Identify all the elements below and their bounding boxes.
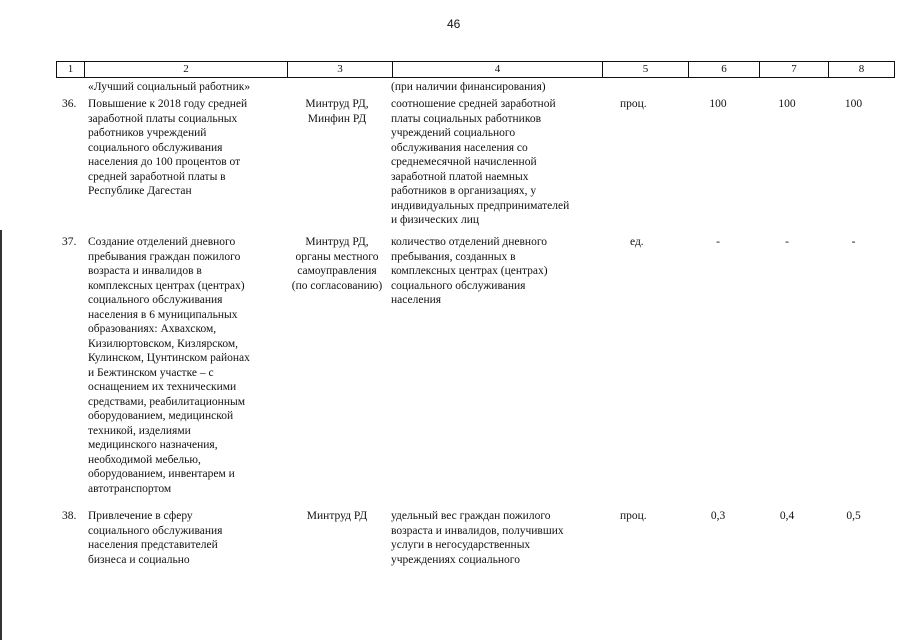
row-unit: проц. <box>620 98 647 110</box>
text-line: Минтруд РД, <box>305 236 369 248</box>
row-value-col8: 100 <box>844 98 863 110</box>
page-number: 46 <box>447 17 461 31</box>
row-responsible <box>285 509 389 524</box>
header-col-7: 7 <box>759 61 828 78</box>
header-col-5: 5 <box>602 61 688 78</box>
text-line: обслуживания населения со <box>391 141 528 154</box>
header-col-1: 1 <box>56 61 84 78</box>
text-line: социального обслуживания <box>88 141 223 154</box>
row-responsible <box>285 97 389 126</box>
text-line: населения до 100 процентов от <box>88 156 241 168</box>
text-line: Привлечение в сферу <box>88 510 193 522</box>
row-number: 36. <box>62 98 77 110</box>
row-value-col8: 0,5 <box>846 510 861 522</box>
row-value-col7: - <box>785 236 789 248</box>
text-line: автотранспортом <box>88 482 172 495</box>
text-line: Создание отделений дневного <box>88 236 236 248</box>
row-value-col6: - <box>716 236 720 248</box>
row-unit: ед. <box>630 236 644 248</box>
text-line: пребывания, созданных в <box>391 250 516 263</box>
row-responsible <box>283 235 391 293</box>
row-value-col8: - <box>851 236 856 248</box>
text-line: Минтруд РД, <box>305 98 369 110</box>
text-line: бизнеса и социально <box>88 553 190 566</box>
text-line: учреждениях социального <box>391 553 520 566</box>
text-line: Повышение к 2018 году средней <box>88 98 248 110</box>
text-line: учреждений социального <box>391 127 516 139</box>
continuation-name: «Лучший социальный работник» <box>88 81 251 93</box>
row-indicator <box>391 235 548 308</box>
text-line: соотношение средней заработной <box>391 98 556 110</box>
text-line: органы местного <box>295 250 379 263</box>
row-number: 37. <box>62 236 77 248</box>
row-value-col6: 100 <box>709 98 727 110</box>
text-line: количество отделений дневного <box>391 236 548 248</box>
scan-edge-line <box>0 230 2 640</box>
header-col-3: 3 <box>287 61 392 78</box>
row-indicator <box>391 509 564 567</box>
text-line: населения представителей <box>88 539 218 551</box>
row-unit: проц. <box>620 510 647 522</box>
text-line: социального обслуживания <box>391 279 526 292</box>
table-header-row <box>56 61 895 78</box>
text-line: удельный вес граждан пожилого <box>391 510 551 522</box>
text-line: средней заработной платы в <box>88 170 226 183</box>
text-line: услуги в негосударственных <box>391 539 531 551</box>
text-line: населения в 6 муниципальных <box>88 308 238 321</box>
text-line: возраста и инвалидов в <box>88 265 202 277</box>
text-line: работников в организациях, у <box>391 185 537 197</box>
text-line: заработной платой наемных <box>391 170 529 183</box>
text-line: индивидуальных предпринимателей <box>391 199 570 212</box>
row-number: 38. <box>62 510 77 522</box>
text-line: образованиях: Ахвахском, <box>88 323 217 335</box>
continuation-indicator: (при наличии финансирования) <box>391 81 546 93</box>
row-value-col7: 100 <box>778 98 796 110</box>
text-line: Республике Дагестан <box>88 185 192 197</box>
text-line: оборудованием, инвентарем и <box>88 468 235 480</box>
text-line: средствами, реабилитационным <box>88 395 245 408</box>
header-col-2: 2 <box>84 61 287 78</box>
text-line: самоуправления <box>297 265 377 277</box>
row-activity-name <box>88 235 250 496</box>
text-line: оснащением их техническими <box>88 381 237 393</box>
text-line: работников учреждений <box>88 127 207 139</box>
row-value-col7: 0,4 <box>779 510 795 522</box>
text-line: пребывания граждан пожилого <box>88 250 241 263</box>
text-line: Кулинском, Цунтинском районах <box>88 352 250 364</box>
row-activity-name <box>88 509 222 567</box>
header-col-8: 8 <box>828 61 895 78</box>
text-line: среднемесячной начисленной <box>391 156 537 168</box>
text-line: населения <box>391 294 442 306</box>
text-line: и Бежтинском участке – с <box>88 366 214 379</box>
text-line: комплексных центрах (центрах) <box>391 265 548 277</box>
text-line: Минтруд РД <box>306 510 368 522</box>
row-value-col6: 0,3 <box>710 510 726 522</box>
row-indicator <box>391 97 569 228</box>
text-line: техникой, изделиями <box>88 424 191 437</box>
text-line: Минфин РД <box>307 112 367 125</box>
header-col-6: 6 <box>688 61 759 78</box>
text-line: заработной платы социальных <box>88 112 238 125</box>
text-line: комплексных центрах (центрах) <box>88 279 245 292</box>
text-line: платы социальных работников <box>391 112 542 125</box>
text-line: социального обслуживания <box>88 524 223 537</box>
text-line: Кизилюртовском, Кизлярском, <box>88 337 239 350</box>
text-line: медицинского назначения, <box>88 439 218 451</box>
header-col-4: 4 <box>392 61 602 78</box>
text-line: возраста и инвалидов, получивших <box>391 524 564 537</box>
text-line: (по согласованию) <box>291 279 383 292</box>
text-line: социального обслуживания <box>88 294 223 306</box>
text-line: необходимой мебелью, <box>88 453 201 466</box>
text-line: оборудованием, медицинской <box>88 410 234 422</box>
row-activity-name <box>88 97 247 199</box>
text-line: и физических лиц <box>391 214 480 226</box>
